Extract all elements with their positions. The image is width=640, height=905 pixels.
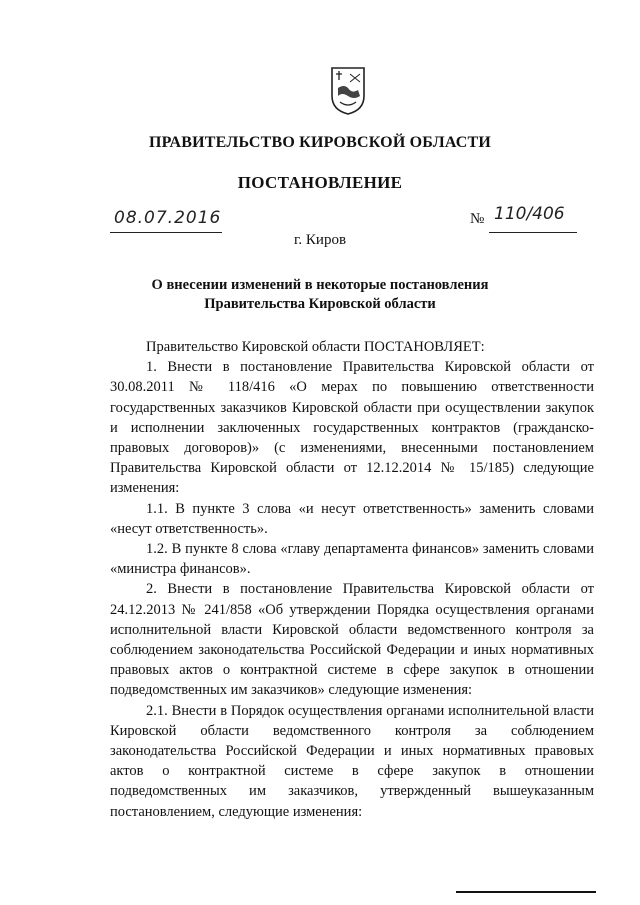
body-paragraph: 1.1. В пункте 3 слова «и несут ответственность» заменить словами «несут ответственность». bbox=[110, 500, 594, 537]
number-label: № bbox=[470, 211, 485, 227]
body-paragraph: 1. Внести в постановление Правительства Кировской области от 30.08.2011 № 118/416 «О мерах по повышению ответственности государственных заказчиков Кировской области при осуществлении закупок и исполнении заключенных государственных контрактов (гражданско-правовых договоров)» (с изменениями, внесенными постановлением Правительства Кировской области от 12.12.2014 № 15/185) следующие изменения: bbox=[110, 359, 594, 497]
city-name: г. Киров bbox=[293, 232, 347, 248]
body-paragraph: 1.2. В пункте 8 слова «главу департамента финансов» заменить словами «министра финансов». bbox=[110, 541, 594, 578]
document-body bbox=[110, 337, 594, 822]
title-line-2: Правительства Кировской области bbox=[204, 296, 436, 312]
footer-rule bbox=[456, 891, 596, 893]
document-type: ПОСТАНОВЛЕНИЕ bbox=[237, 173, 403, 192]
body-paragraph: 2. Внести в постановление Правительства Кировской области от 24.12.2013 № 241/858 «Об утверждении Порядка осуществления органами исполнительной власти Кировской области ведомственного контроля за соблюдением законодательства Российской Федерации и иных нормативных правовых актов о контрактной системе в сфере закупок в отношении подведомственных им заказчиков» следующие изменения: bbox=[110, 581, 594, 699]
body-paragraph: Правительство Кировской области ПОСТАНОВЛЯЕТ: bbox=[146, 339, 485, 355]
document-title bbox=[0, 276, 640, 314]
document-date: 08.07.2016 bbox=[114, 208, 222, 228]
body-paragraph: 2.1. Внести в Порядок осуществления органами исполнительной власти Кировской области ведомственного контроля за соблюдением законодательства Российской Федерации и иных нормативных правовых актов о контрактной системе в сфере закупок в отношении подведомственных им заказчиков, утвержденный вышеуказанным постановлением, следующие изменения: bbox=[110, 702, 594, 820]
coat-of-arms-emblem bbox=[330, 66, 366, 116]
document-number: 110/406 bbox=[494, 204, 565, 224]
organization-name: ПРАВИТЕЛЬСТВО КИРОВСКОЙ ОБЛАСТИ bbox=[148, 134, 492, 151]
title-line-1: О внесении изменений в некоторые постановления bbox=[151, 277, 489, 293]
